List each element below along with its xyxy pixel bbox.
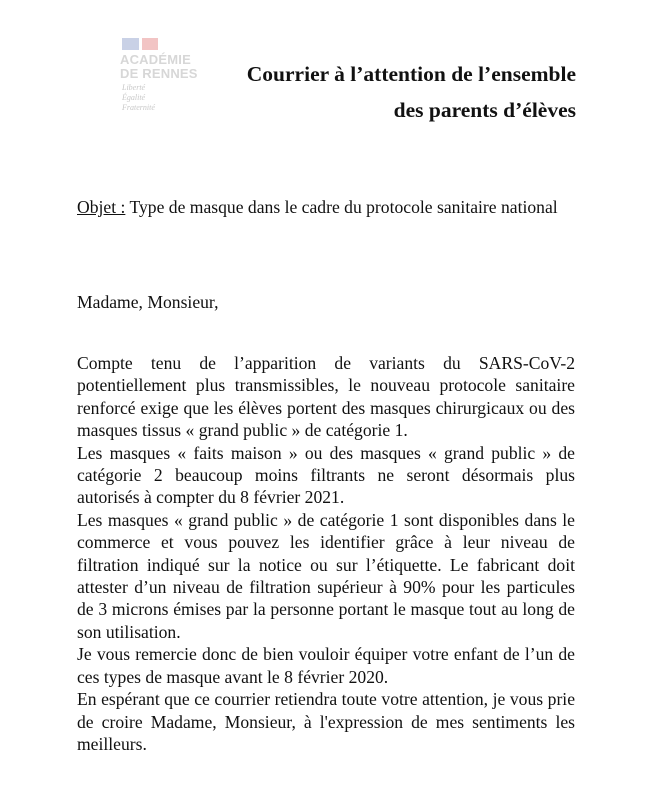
logo-line-1: ACADÉMIE	[120, 52, 191, 67]
logo-academie-text	[120, 53, 198, 81]
flag-blue-block	[122, 38, 139, 50]
paragraph-request: Je vous remercie donc de bien vouloir équiper votre enfant de l’un de ces types de masque avant le 8 février 2020.	[77, 644, 575, 687]
motto-fraternite: Fraternité	[122, 103, 155, 112]
salutation: Madame, Monsieur,	[77, 292, 219, 312]
flag-red-block	[142, 38, 158, 50]
marianne-flag-icon	[122, 38, 158, 50]
subject-text: Type de masque dans le cadre du protocole sanitaire national	[125, 197, 558, 217]
logo-line-2: DE RENNES	[120, 66, 198, 81]
letter-body	[77, 352, 575, 755]
letter-title	[212, 56, 576, 128]
paragraph-category1: Les masques « grand public » de catégorie 1 sont disponibles dans le commerce et vous pouvez les identifier grâce à leur niveau de filtration indiqué sur la notice ou sur l’étiquette. Le fabricant doit attester d’un niveau de filtration supérieur à 90% pour les particules de 3 microns émises par la personne portant le masque tout au long de son utilisation.	[77, 509, 575, 642]
title-line-1: Courrier à l’attention de l’ensemble	[246, 62, 576, 86]
paragraph-variants: Compte tenu de l’apparition de variants du SARS-CoV-2 potentiellement plus transmissibles, le nouveau protocole sanitaire renforcé exige que les élèves portent des masques chirurgicaux ou des masques tissus « grand public » de catégorie 1.	[77, 353, 575, 441]
subject-label: Objet :	[77, 197, 126, 217]
motto-egalite: Égalité	[122, 93, 146, 102]
paragraph-category2: Les masques « faits maison » ou des masques « grand public » de catégorie 2 beaucoup moins filtrants ne seront désormais plus autorisés à compter du 8 février 2021.	[77, 442, 575, 508]
letter-subject	[77, 196, 575, 218]
title-line-2: des parents d’élèves	[393, 98, 576, 122]
academie-rennes-logo	[120, 36, 210, 126]
motto-liberte: Liberté	[122, 83, 146, 92]
paragraph-closing: En espérant que ce courrier retiendra toute votre attention, je vous prie de croire Madame, Monsieur, à l'expression de mes sentiments les meilleurs.	[77, 689, 575, 754]
logo-motto	[122, 83, 155, 113]
